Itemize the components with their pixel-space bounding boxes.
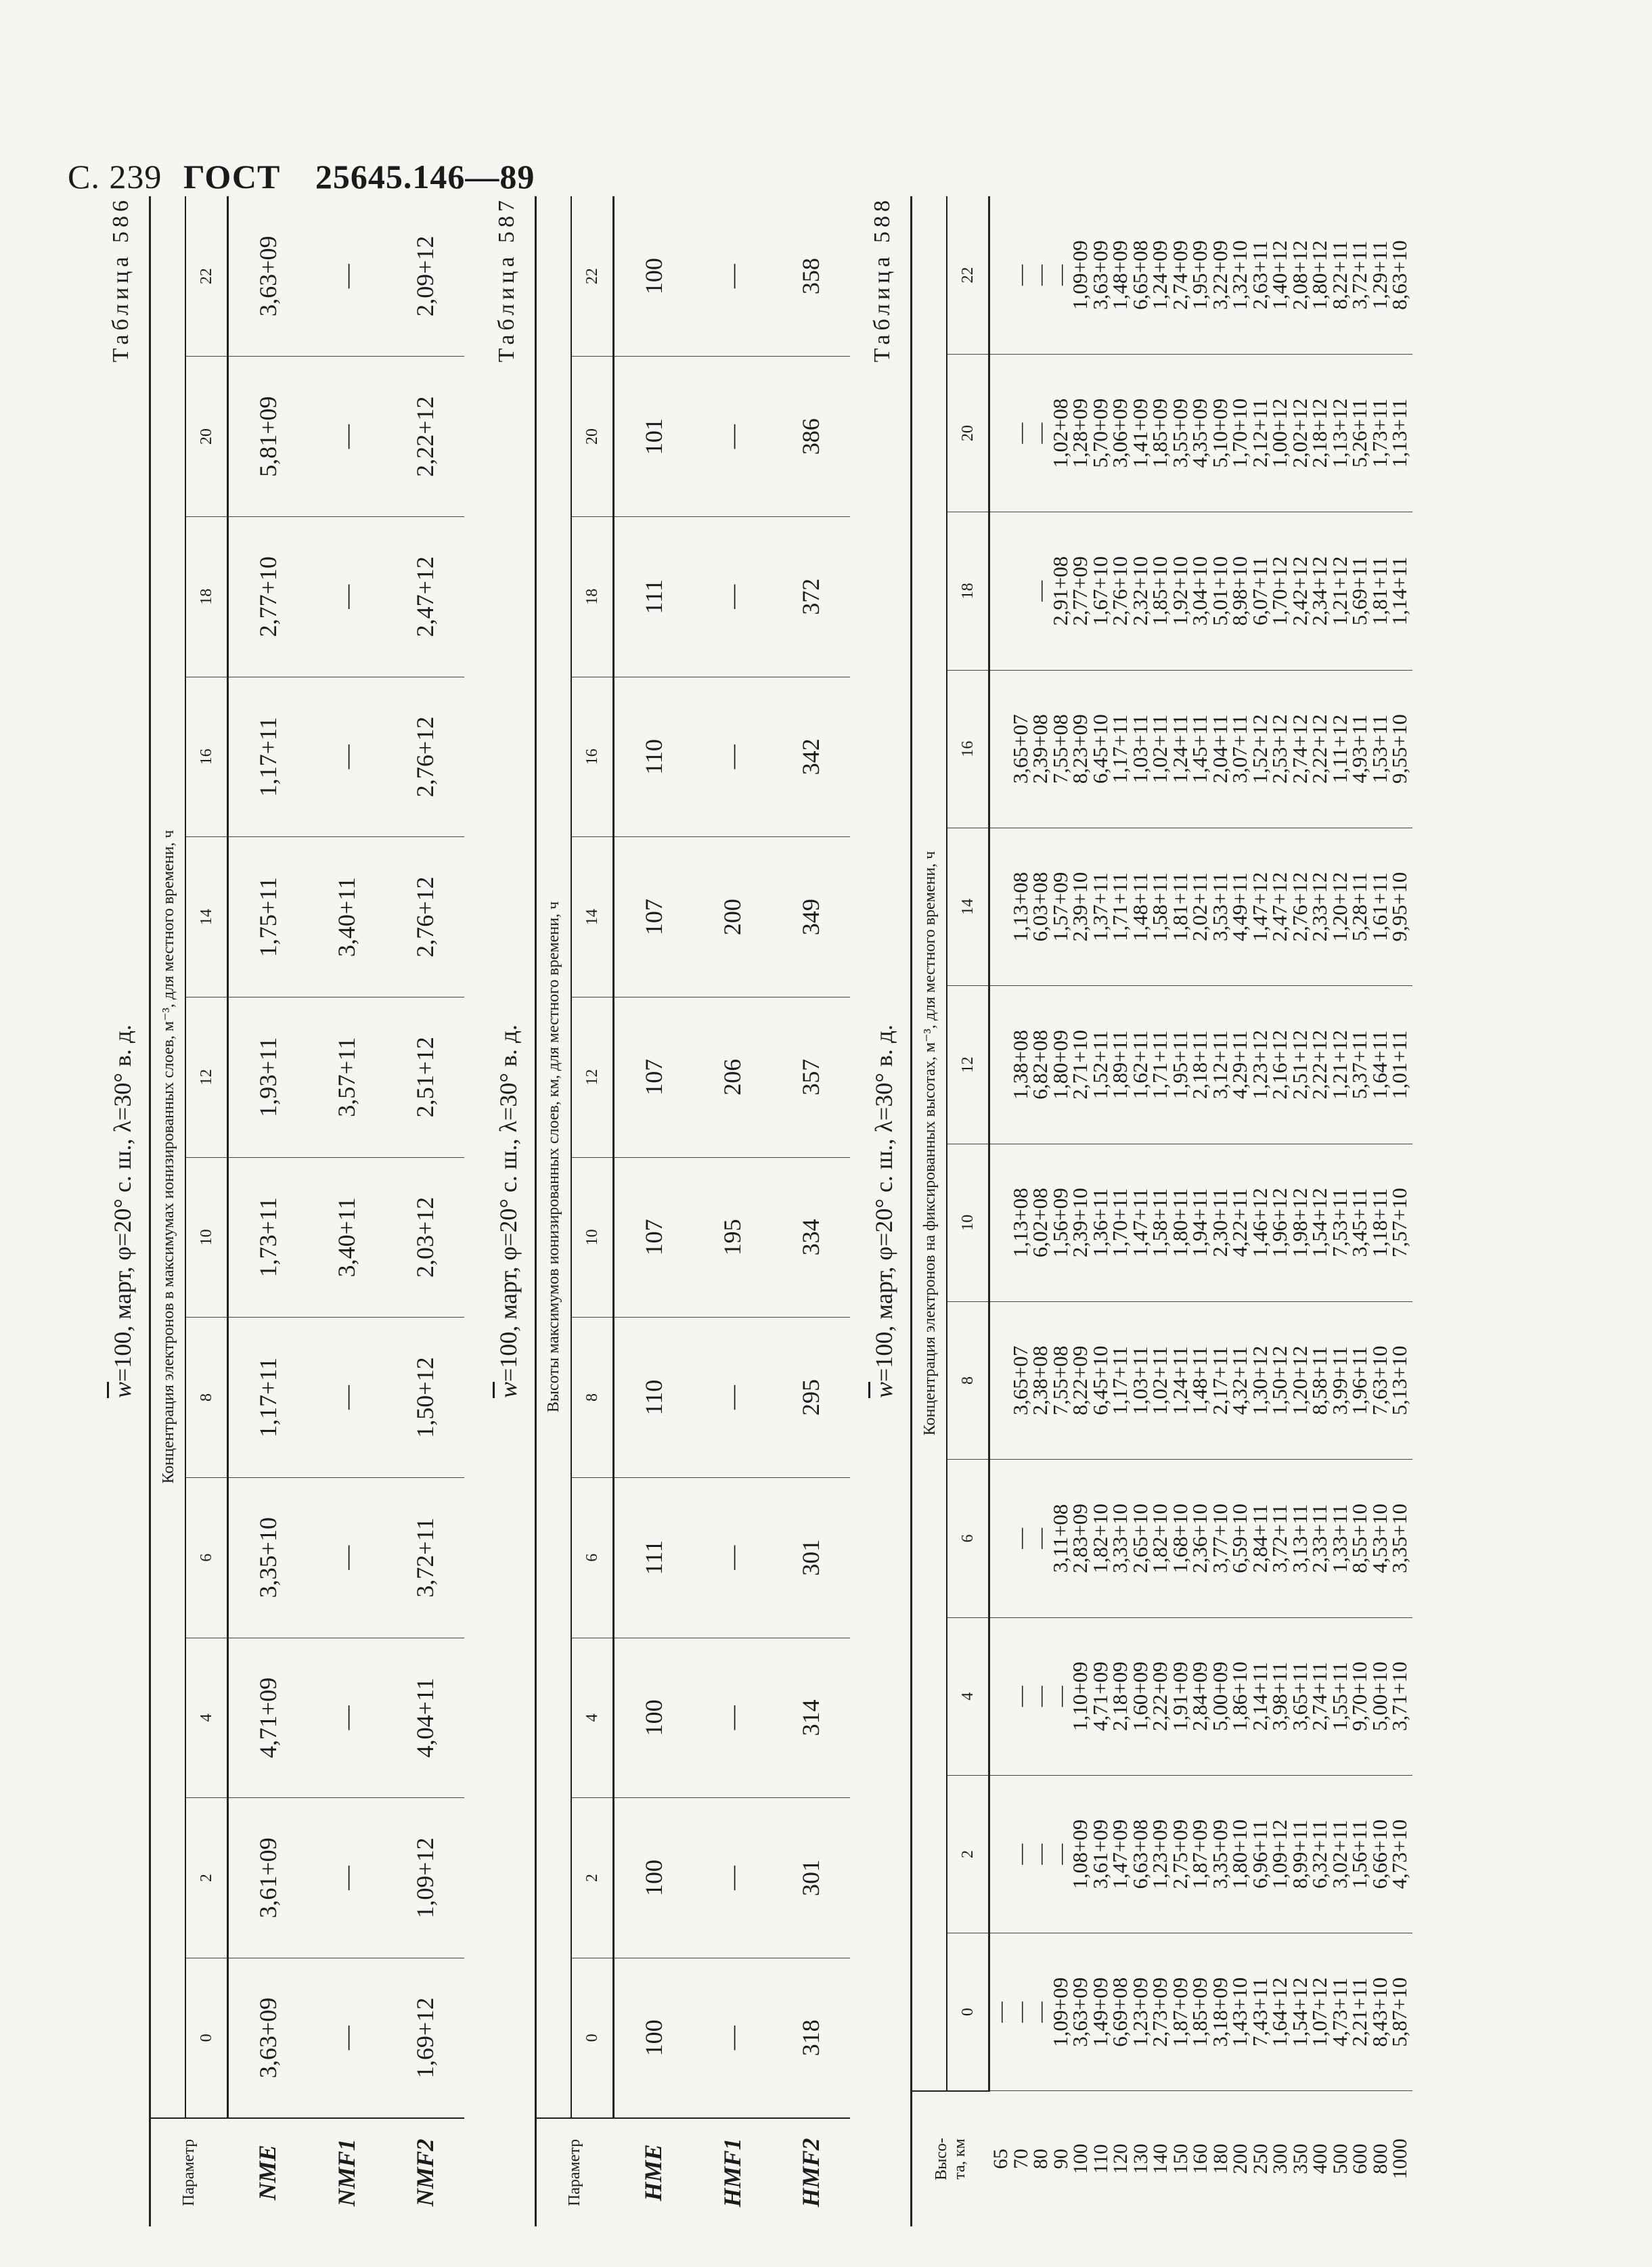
table-row — [614, 196, 694, 2226]
column-header-16: 16 — [571, 677, 614, 837]
param-name: HME — [614, 2118, 694, 2226]
table-cell: 2,77+10 — [228, 516, 308, 677]
table-cell: 2,51+12 — [386, 997, 464, 1157]
table-cell: 110 — [614, 677, 694, 837]
table-cell: — — [693, 357, 772, 517]
param-name: NMF1 — [307, 2118, 386, 2226]
table-587-block — [494, 196, 873, 2226]
column-header-14: 14 — [571, 837, 614, 997]
column-header-22: 22 — [947, 196, 989, 354]
column-header-18: 18 — [571, 516, 614, 677]
table-row — [772, 196, 850, 2226]
column-header-12: 12 — [571, 997, 614, 1157]
table-587 — [535, 196, 850, 2226]
span-header: Концентрация электронов на фиксированных высотах, м⁻³, для местного времени, ч — [912, 196, 947, 2091]
table-cell: 200 — [693, 837, 772, 997]
column-values-0: — — — 1,09+09 3,63+09 1,49+09 6,69+08 1,23+09 2,73+09 1,87+09 1,85+09 3,18+09 1,43+10 7,43+11 1,64+12 1,54+12 1,07+12 4,73+11 2,21+11 8,43+10 5,87+10 — [989, 1933, 1412, 2091]
column-header-10: 10 — [185, 1157, 228, 1318]
column-values-10: 1,13+08 6,02+08 1,56+09 2,39+10 1,36+11 1,70+11 1,47+11 1,58+11 1,80+11 1,94+11 2,30+11 4,22+11 1,46+12 1,96+12 1,98+12 1,54+12 7,53+11 3,45+11 1,18+11 7,57+10 — [989, 1144, 1412, 1301]
column-header-10: 10 — [947, 1144, 989, 1301]
table-cell: 2,76+12 — [386, 677, 464, 837]
table-cell: 100 — [614, 196, 694, 357]
column-values-20: — — 1,02+08 1,28+09 5,70+09 3,06+09 1,41+09 1,85+09 3,55+09 4,35+09 5,10+09 1,70+10 2,12+11 1,00+12 2,02+12 2,18+12 1,13+12 5,26+11 1,73+11 1,13+11 — [989, 354, 1412, 512]
column-values-4: — — — 1,10+09 4,71+09 2,18+09 1,60+09 2,22+09 1,91+09 2,84+09 5,00+09 1,86+10 2,14+11 3,98+11 3,65+11 2,74+11 1,55+11 9,70+10 5,00+10 3,71+10 — [989, 1617, 1412, 1775]
table-586-caption: $\overline{w}=100$, март, φ=20° с. ш., λ=30° в. д. — [109, 1024, 136, 1399]
table-cell: 3,63+09 — [228, 1958, 308, 2118]
page-header — [68, 157, 535, 196]
param-header: Параметр — [150, 2118, 228, 2226]
param-header: Параметр — [536, 2118, 614, 2226]
param-name: NMF2 — [386, 2118, 464, 2226]
column-header-14: 14 — [947, 828, 989, 985]
column-header-row — [947, 196, 989, 2226]
table-cell: 301 — [772, 1477, 850, 1638]
table-cell: 349 — [772, 837, 850, 997]
column-header-8: 8 — [185, 1318, 228, 1478]
column-header-2: 2 — [185, 1798, 228, 1958]
table-row — [386, 196, 464, 2226]
column-header-22: 22 — [185, 196, 228, 357]
column-header-8: 8 — [571, 1318, 614, 1478]
table-cell: 107 — [614, 997, 694, 1157]
column-values-18: — 2,91+08 2,77+09 1,67+10 2,76+10 2,32+10 1,85+10 1,92+10 3,04+10 5,01+10 8,98+10 6,07+11 1,70+12 2,42+12 2,34+12 1,21+12 5,69+11 1,81+11 1,14+11 — [989, 512, 1412, 670]
table-cell: 100 — [614, 1958, 694, 2118]
table-cell: 206 — [693, 997, 772, 1157]
table-row — [228, 196, 308, 2226]
table-cell: — — [307, 1318, 386, 1478]
table-cell: — — [307, 1958, 386, 2118]
table-cell: — — [307, 1477, 386, 1638]
table-row — [307, 196, 386, 2226]
column-header-2: 2 — [571, 1798, 614, 1958]
column-values-2: — — — 1,08+09 3,61+09 1,47+09 6,63+08 1,23+09 2,75+09 1,87+09 3,35+09 1,80+10 6,96+11 1,09+12 8,99+11 6,32+11 3,02+11 1,56+11 6,66+10 4,73+10 — [989, 1775, 1412, 1933]
column-header-16: 16 — [185, 677, 228, 837]
table-cell: 1,17+11 — [228, 1318, 308, 1478]
table-588 — [910, 196, 1412, 2226]
table-cell: 1,17+11 — [228, 677, 308, 837]
table-cell: — — [693, 677, 772, 837]
table-cell: 3,57+11 — [307, 997, 386, 1157]
table-cell: 1,93+11 — [228, 997, 308, 1157]
table-cell: 357 — [772, 997, 850, 1157]
table-588-label: Таблица 588 — [870, 196, 895, 363]
table-586-block — [108, 196, 487, 2226]
table-cell: 1,50+12 — [386, 1318, 464, 1478]
column-header-20: 20 — [571, 357, 614, 517]
table-cell: — — [307, 357, 386, 517]
column-header-0: 0 — [185, 1958, 228, 2118]
table-587-label: Таблица 587 — [494, 196, 519, 363]
table-cell: 3,40+11 — [307, 1157, 386, 1318]
table-cell: 110 — [614, 1318, 694, 1478]
column-header-row — [185, 196, 228, 2226]
column-header-row — [571, 196, 614, 2226]
table-cell: — — [693, 1318, 772, 1478]
column-header-18: 18 — [185, 516, 228, 677]
table-cell: 107 — [614, 1157, 694, 1318]
height-values: 65 70 80 90 100 110 120 130 140 150 160 180 200 250 300 350 400 500 600 800 1000 — [989, 2138, 1412, 2180]
column-header-22: 22 — [571, 196, 614, 357]
table-cell: 5,81+09 — [228, 357, 308, 517]
table-586 — [149, 196, 464, 2226]
table-cell: 195 — [693, 1157, 772, 1318]
table-cell: 334 — [772, 1157, 850, 1318]
column-header-14: 14 — [185, 837, 228, 997]
column-header-10: 10 — [571, 1157, 614, 1318]
table-588-block — [870, 196, 1587, 2226]
table-cell: 314 — [772, 1638, 850, 1798]
table-cell: 1,09+12 — [386, 1798, 464, 1958]
table-cell: 3,40+11 — [307, 837, 386, 997]
column-header-0: 0 — [947, 1933, 989, 2091]
table-cell: — — [693, 1958, 772, 2118]
param-name: HMF1 — [693, 2118, 772, 2226]
table-cell: 2,22+12 — [386, 357, 464, 517]
standard-name: ГОСТ — [183, 158, 281, 196]
column-header-16: 16 — [947, 670, 989, 828]
span-header: Высоты максимумов ионизированных слоев, км, для местного времени, ч — [536, 196, 572, 2118]
column-header-4: 4 — [571, 1638, 614, 1798]
table-cell: 1,69+12 — [386, 1958, 464, 2118]
height-header: Высо- та, км — [912, 2091, 989, 2226]
column-header-6: 6 — [185, 1477, 228, 1638]
column-header-6: 6 — [571, 1477, 614, 1638]
table-cell: — — [693, 1477, 772, 1638]
table-cell: 2,03+12 — [386, 1157, 464, 1318]
column-values-16: 3,65+07 2,39+08 7,55+08 8,23+09 6,45+10 1,17+11 1,03+11 1,02+11 1,24+11 1,45+11 2,04+11 3,07+11 1,52+12 2,53+12 2,74+12 2,22+12 1,11+12 4,93+11 1,53+11 9,55+10 — [989, 670, 1412, 828]
table-cell: 3,63+09 — [228, 196, 308, 357]
table-cell: — — [307, 516, 386, 677]
table-cell: 301 — [772, 1798, 850, 1958]
table-cell: — — [693, 516, 772, 677]
table-cell: 3,61+09 — [228, 1798, 308, 1958]
standard-number: 25645.146—89 — [315, 158, 535, 196]
table-cell: 4,71+09 — [228, 1638, 308, 1798]
table-cell: — — [693, 196, 772, 357]
table-cell: 2,76+12 — [386, 837, 464, 997]
column-values-22: — — — 1,09+09 3,63+09 1,48+09 6,65+08 1,24+09 2,74+09 1,95+09 3,22+09 1,32+10 2,63+11 1,40+12 2,08+12 1,80+12 8,22+11 3,72+11 1,29+11 8,63+10 — [989, 196, 1412, 354]
table-cell: 1,75+11 — [228, 837, 308, 997]
column-header-2: 2 — [947, 1775, 989, 1933]
column-header-20: 20 — [947, 354, 989, 512]
table-cell: 111 — [614, 516, 694, 677]
table-cell: — — [307, 1638, 386, 1798]
table-cell: 101 — [614, 357, 694, 517]
table-cell: 100 — [614, 1798, 694, 1958]
table-cell: 342 — [772, 677, 850, 837]
table-cell: 358 — [772, 196, 850, 357]
span-header: Концентрация электронов в максимумах ионизированных слоев, м⁻³, для местного времени, ч — [150, 196, 186, 2118]
table-cell: 107 — [614, 837, 694, 997]
column-header-6: 6 — [947, 1460, 989, 1617]
table-cell: 1,73+11 — [228, 1157, 308, 1318]
table-cell: 318 — [772, 1958, 850, 2118]
column-values-12: 1,38+08 6,82+08 1,80+09 2,71+10 1,52+11 1,89+11 1,62+11 1,71+11 1,95+11 2,18+11 3,12+11 4,29+11 1,23+12 2,16+12 2,51+12 2,22+12 1,21+12 5,37+11 1,64+11 1,01+11 — [989, 986, 1412, 1144]
column-values-14: 1,13+08 6,03+08 1,57+09 2,39+10 1,37+11 1,71+11 1,48+11 1,58+11 1,81+11 2,02+11 3,53+11 4,49+11 1,47+12 2,47+12 2,76+12 2,33+12 1,20+12 5,28+11 1,61+11 9,95+10 — [989, 828, 1412, 985]
table-cell: 4,04+11 — [386, 1638, 464, 1798]
param-name: HMF2 — [772, 2118, 850, 2226]
table-cell: 295 — [772, 1318, 850, 1478]
table-row — [693, 196, 772, 2226]
table-587-caption: $\overline{w}=100$, март, φ=20° с. ш., λ=30° в. д. — [495, 1024, 522, 1399]
column-header-8: 8 — [947, 1301, 989, 1459]
column-header-4: 4 — [185, 1638, 228, 1798]
param-name: NME — [228, 2118, 308, 2226]
table-cell: 2,09+12 — [386, 196, 464, 357]
table-cell: — — [307, 677, 386, 837]
table-cell: — — [693, 1638, 772, 1798]
table-cell: — — [307, 196, 386, 357]
table-cell: 386 — [772, 357, 850, 517]
table-cell: 100 — [614, 1638, 694, 1798]
column-header-0: 0 — [571, 1958, 614, 2118]
page-number: С. 239 — [68, 158, 162, 196]
table-cell: 3,72+11 — [386, 1477, 464, 1638]
column-values-8: 3,65+07 2,38+08 7,55+08 8,22+09 6,45+10 1,17+11 1,03+11 1,02+11 1,24+11 1,48+11 2,17+11 4,32+11 1,30+12 1,50+12 1,20+12 8,58+11 3,99+11 1,96+11 7,63+10 5,13+10 — [989, 1301, 1412, 1459]
column-header-20: 20 — [185, 357, 228, 517]
column-header-18: 18 — [947, 512, 989, 670]
table-cell: 3,35+10 — [228, 1477, 308, 1638]
table-cell: — — [693, 1798, 772, 1958]
table-cell: 372 — [772, 516, 850, 677]
table-588-caption: $\overline{w}=100$, март, φ=20° с. ш., λ=30° в. д. — [870, 1024, 897, 1399]
table-cell: 2,47+12 — [386, 516, 464, 677]
column-header-12: 12 — [947, 986, 989, 1144]
table-cell: — — [307, 1798, 386, 1958]
column-header-12: 12 — [185, 997, 228, 1157]
table-cell: 111 — [614, 1477, 694, 1638]
table-586-label: Таблица 586 — [108, 196, 133, 363]
column-values-6: — — 3,11+08 2,83+09 1,82+10 3,33+10 2,65+10 1,82+10 1,68+10 2,36+10 3,77+10 6,59+10 2,84+11 3,72+11 3,13+11 2,33+11 1,33+11 8,55+10 4,53+10 3,35+10 — [989, 1460, 1412, 1617]
column-header-4: 4 — [947, 1617, 989, 1775]
